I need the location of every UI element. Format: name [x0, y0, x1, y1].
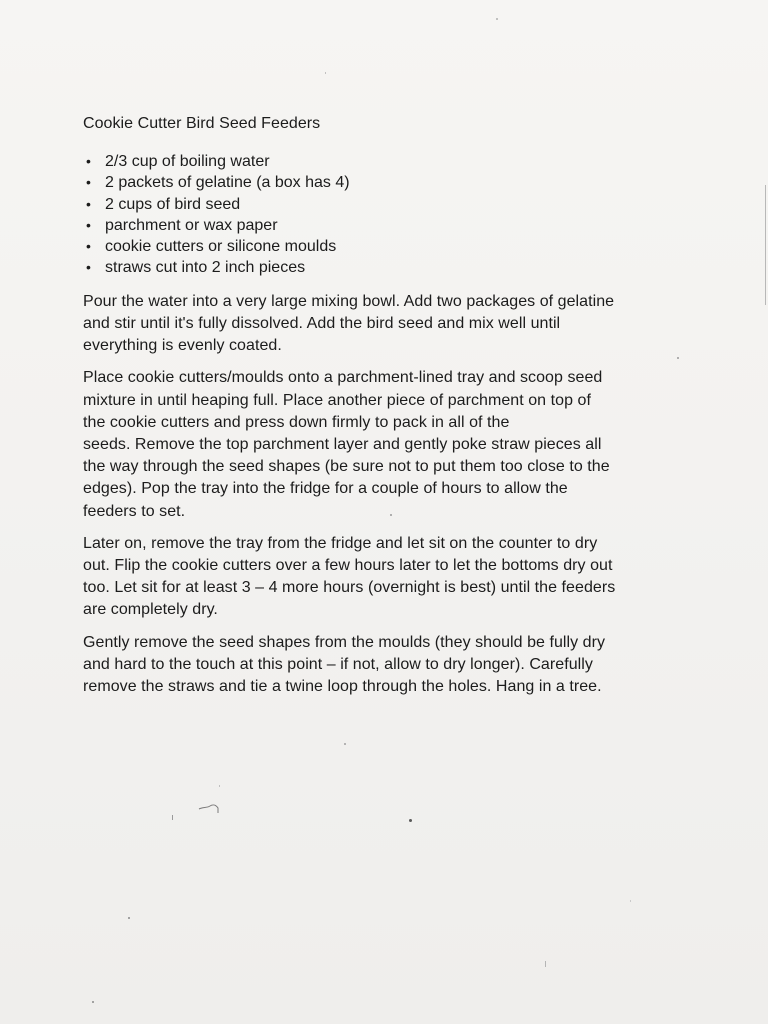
scan-speck — [344, 743, 346, 745]
text-line: feeders to set. — [83, 502, 186, 520]
scan-speck — [390, 514, 392, 516]
text-line: Place cookie cutters/moulds onto a parchment-lined tray and scoop seed — [83, 369, 603, 387]
ingredient-text: 2 cups of bird seed — [105, 195, 241, 213]
scan-speck — [219, 785, 220, 787]
paragraph-shaping — [83, 367, 683, 522]
text-line: and stir until it's fully dissolved. Add the bird seed and mix well until — [83, 314, 561, 332]
text-line: remove the straws and tie a twine loop through the holes. Hang in a tree. — [83, 678, 602, 696]
list-item — [83, 194, 683, 215]
ingredients-list — [83, 151, 683, 279]
scan-speck — [545, 961, 546, 967]
scan-speck — [92, 1001, 94, 1003]
scan-edge-line — [765, 185, 766, 305]
bullet-icon: • — [86, 216, 91, 233]
scan-speck — [496, 18, 498, 20]
text-line: mixture in until heaping full. Place another piece of parchment on top of — [83, 391, 591, 409]
scan-speck — [409, 819, 412, 822]
list-item — [83, 172, 683, 193]
paragraph-finishing — [83, 632, 683, 699]
ingredient-text: parchment or wax paper — [105, 216, 278, 234]
scan-speck — [325, 72, 326, 74]
text-line: are completely dry. — [83, 601, 218, 619]
scan-speck — [677, 357, 679, 359]
ingredient-text: 2 packets of gelatine (a box has 4) — [105, 174, 350, 192]
list-item — [83, 257, 683, 278]
text-line: too. Let sit for at least 3 – 4 more hours (overnight is best) until the feeders — [83, 579, 616, 597]
scan-speck — [172, 815, 173, 820]
ingredient-text: straws cut into 2 inch pieces — [105, 259, 306, 277]
text-line: Later on, remove the tray from the fridge and let sit on the counter to dry — [83, 534, 598, 552]
bullet-icon: • — [86, 153, 91, 169]
bullet-icon: • — [86, 259, 91, 276]
list-item — [83, 215, 683, 236]
document-body — [83, 113, 683, 708]
list-item — [83, 151, 683, 172]
text-line: out. Flip the cookie cutters over a few hours later to let the bottoms dry out — [83, 557, 613, 575]
paragraph-drying — [83, 533, 683, 622]
text-line: the cookie cutters and press down firmly to pack in all of the — [83, 413, 510, 431]
text-line: and hard to the touch at this point – if not, allow to dry longer). Carefully — [83, 655, 593, 673]
list-item — [83, 236, 683, 257]
text-line: Gently remove the seed shapes from the moulds (they should be fully dry — [83, 633, 606, 651]
bullet-icon: • — [86, 195, 91, 212]
scan-speck — [630, 900, 631, 902]
bullet-icon: • — [86, 174, 91, 191]
text-line: edges). Pop the tray into the fridge for a couple of hours to allow the — [83, 480, 568, 498]
paragraph-mixing — [83, 291, 683, 358]
bullet-icon: • — [86, 238, 91, 255]
ingredient-text: cookie cutters or silicone moulds — [105, 238, 337, 256]
pencil-mark-icon — [198, 800, 222, 816]
text-line: Pour the water into a very large mixing bowl. Add two packages of gelatine — [83, 292, 615, 310]
text-line: seeds. Remove the top parchment layer and gently poke straw pieces all — [83, 436, 602, 453]
scan-speck — [128, 917, 130, 919]
text-line: the way through the seed shapes (be sure not to put them too close to the — [83, 458, 610, 476]
document-title: Cookie Cutter Bird Seed Feeders — [83, 115, 321, 132]
ingredient-text: 2/3 cup of boiling water — [105, 153, 270, 170]
text-line: everything is evenly coated. — [83, 337, 282, 355]
